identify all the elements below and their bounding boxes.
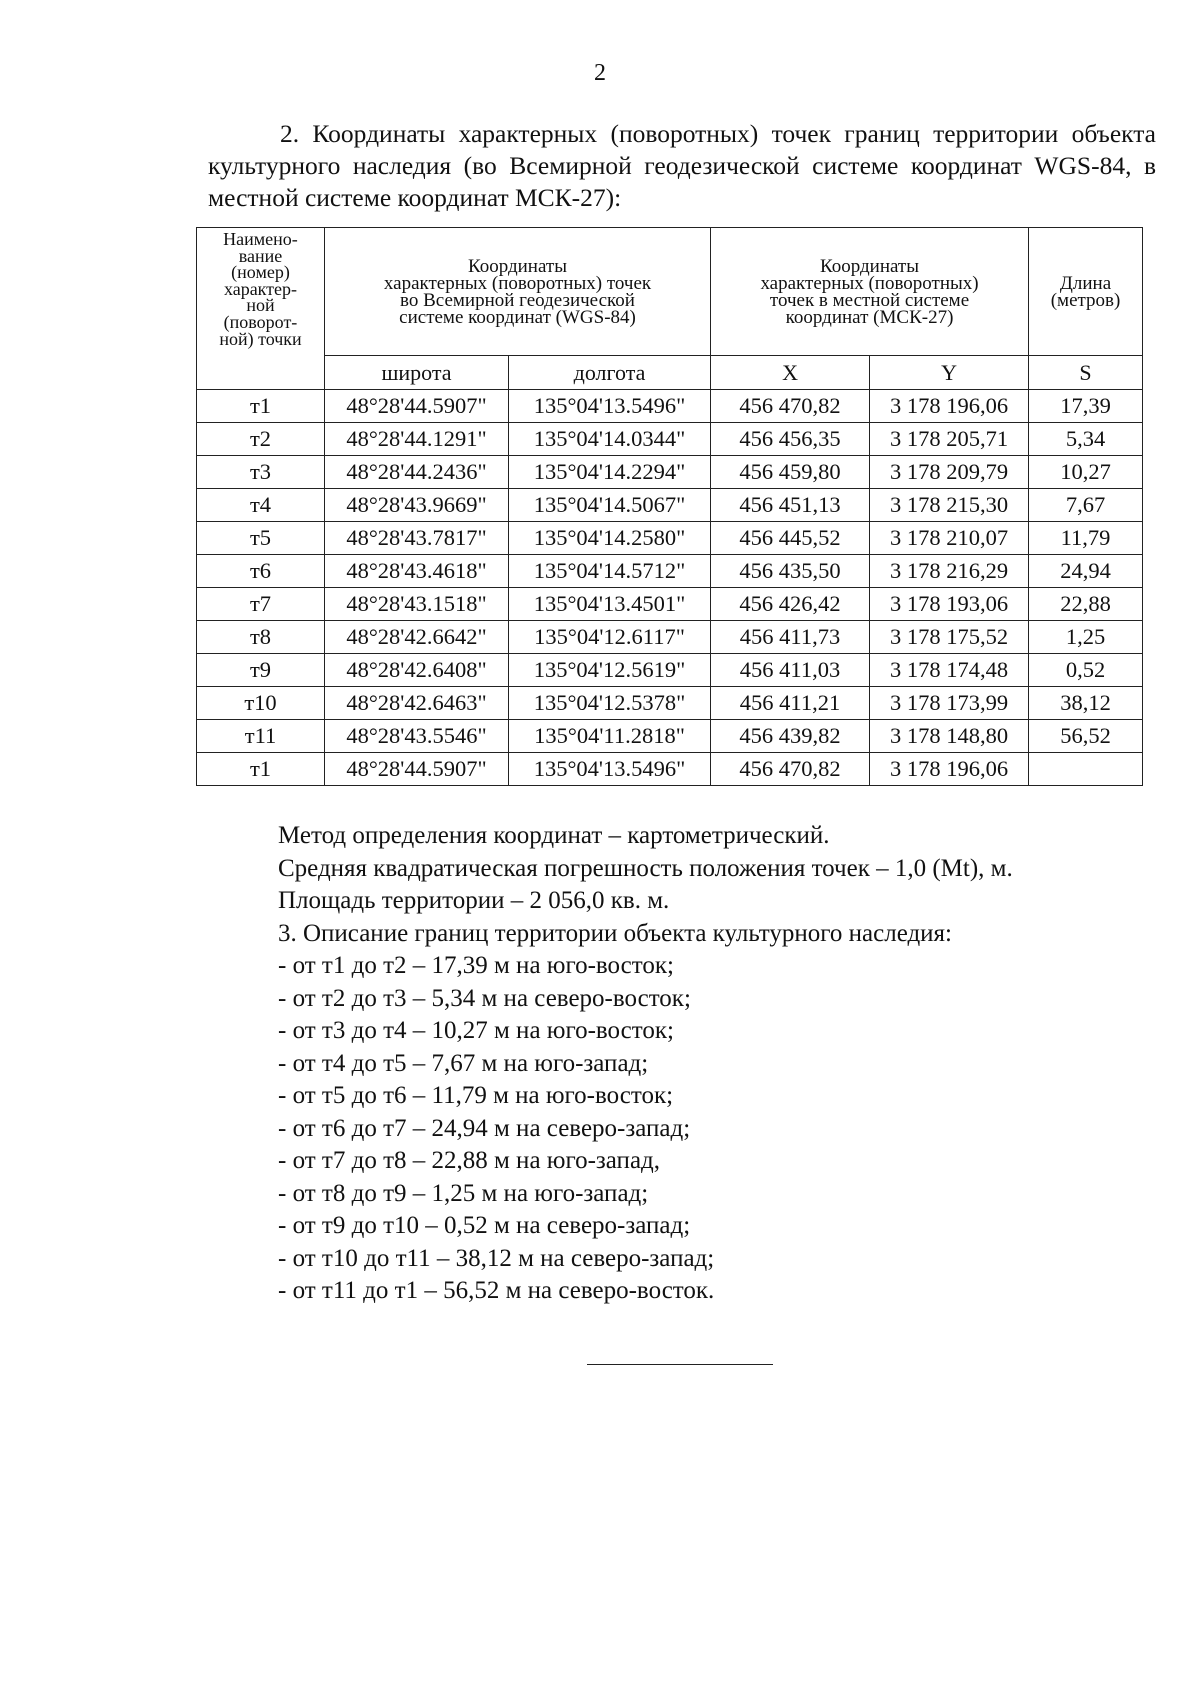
header-length: Длина (метров) (1029, 228, 1143, 356)
cell-point-name: т11 (197, 720, 325, 753)
cell-y: 3 178 215,30 (870, 489, 1029, 522)
cell-point-name: т7 (197, 588, 325, 621)
cell-x: 456 426,42 (711, 588, 870, 621)
cell-longitude: 135°04'12.5619" (509, 654, 711, 687)
table-row (197, 687, 1143, 720)
cell-longitude: 135°04'13.4501" (509, 588, 711, 621)
cell-x: 456 439,82 (711, 720, 870, 753)
coordinates-table (196, 227, 1143, 786)
table-row (197, 621, 1143, 654)
header-s: S (1029, 356, 1143, 390)
cell-x: 456 435,50 (711, 555, 870, 588)
cell-point-name: т6 (197, 555, 325, 588)
cell-point-name: т1 (197, 390, 325, 423)
cell-latitude: 48°28'43.7817" (325, 522, 509, 555)
cell-x: 456 411,73 (711, 621, 870, 654)
cell-length: 22,88 (1029, 588, 1143, 621)
cell-y: 3 178 148,80 (870, 720, 1029, 753)
cell-length: 10,27 (1029, 456, 1143, 489)
cell-y: 3 178 196,06 (870, 390, 1029, 423)
coordinates-table-body (197, 390, 1143, 786)
cell-length: 24,94 (1029, 555, 1143, 588)
cell-length: 11,79 (1029, 522, 1143, 555)
closing-rule (587, 1364, 773, 1365)
cell-x: 456 459,80 (711, 456, 870, 489)
cell-latitude: 48°28'43.4618" (325, 555, 509, 588)
cell-length: 56,52 (1029, 720, 1143, 753)
table-row (197, 522, 1143, 555)
cell-point-name: т3 (197, 456, 325, 489)
cell-length (1029, 753, 1143, 786)
cell-longitude: 135°04'14.2580" (509, 522, 711, 555)
cell-y: 3 178 205,71 (870, 423, 1029, 456)
header-x: X (711, 356, 870, 390)
cell-y: 3 178 173,99 (870, 687, 1029, 720)
cell-latitude: 48°28'43.5546" (325, 720, 509, 753)
cell-x: 456 411,03 (711, 654, 870, 687)
cell-latitude: 48°28'44.5907" (325, 753, 509, 786)
footer-line: - от т6 до т7 – 24,94 м на северо-запад; (278, 1114, 691, 1142)
cell-latitude: 48°28'44.5907" (325, 390, 509, 423)
cell-x: 456 445,52 (711, 522, 870, 555)
cell-latitude: 48°28'42.6408" (325, 654, 509, 687)
cell-x: 456 451,13 (711, 489, 870, 522)
page-number: 2 (594, 60, 606, 86)
cell-y: 3 178 209,79 (870, 456, 1029, 489)
footer-text (278, 820, 1158, 1308)
cell-length: 5,34 (1029, 423, 1143, 456)
cell-length: 38,12 (1029, 687, 1143, 720)
cell-longitude: 135°04'14.2294" (509, 456, 711, 489)
cell-longitude: 135°04'11.2818" (509, 720, 711, 753)
cell-point-name: т1 (197, 753, 325, 786)
cell-point-name: т2 (197, 423, 325, 456)
cell-longitude: 135°04'14.5712" (509, 555, 711, 588)
cell-x: 456 470,82 (711, 390, 870, 423)
cell-longitude: 135°04'12.5378" (509, 687, 711, 720)
table-row (197, 423, 1143, 456)
table-row (197, 456, 1143, 489)
cell-y: 3 178 210,07 (870, 522, 1029, 555)
footer-line: Площадь территории – 2 056,0 кв. м. (278, 887, 670, 914)
cell-latitude: 48°28'44.1291" (325, 423, 509, 456)
cell-point-name: т4 (197, 489, 325, 522)
header-y: Y (870, 356, 1029, 390)
cell-y: 3 178 175,52 (870, 621, 1029, 654)
footer-line: 3. Описание границ территории объекта культурного наследия: (278, 919, 952, 947)
cell-x: 456 411,21 (711, 687, 870, 720)
cell-y: 3 178 193,06 (870, 588, 1029, 621)
cell-point-name: т8 (197, 621, 325, 654)
cell-longitude: 135°04'12.6117" (509, 621, 711, 654)
cell-latitude: 48°28'42.6463" (325, 687, 509, 720)
footer-line: - от т4 до т5 – 7,67 м на юго-запад; (278, 1049, 649, 1077)
cell-length: 7,67 (1029, 489, 1143, 522)
table-row (197, 555, 1143, 588)
cell-longitude: 135°04'14.0344" (509, 423, 711, 456)
cell-longitude: 135°04'13.5496" (509, 390, 711, 423)
table-row (197, 588, 1143, 621)
cell-point-name: т10 (197, 687, 325, 720)
header-longitude: долгота (509, 356, 711, 390)
cell-latitude: 48°28'42.6642" (325, 621, 509, 654)
footer-line: - от т9 до т10 – 0,52 м на северо-запад; (278, 1212, 691, 1239)
cell-point-name: т5 (197, 522, 325, 555)
cell-length: 1,25 (1029, 621, 1143, 654)
cell-point-name: т9 (197, 654, 325, 687)
footer-line: - от т11 до т1 – 56,52 м на северо-восток. (278, 1277, 715, 1304)
cell-latitude: 48°28'43.9669" (325, 489, 509, 522)
table-row (197, 390, 1143, 423)
cell-y: 3 178 174,48 (870, 654, 1029, 687)
footer-line: Средняя квадратическая погрешность положения точек – 1,0 (Mt), м. (278, 854, 1013, 882)
cell-longitude: 135°04'14.5067" (509, 489, 711, 522)
table-row (197, 753, 1143, 786)
cell-length: 17,39 (1029, 390, 1143, 423)
header-msk27: Координаты характерных (поворотных) точек в местной системе координат (МСК-27) (711, 228, 1029, 356)
footer-line: - от т2 до т3 – 5,34 м на северо-восток; (278, 984, 691, 1012)
footer-line: - от т1 до т2 – 17,39 м на юго-восток; (278, 952, 674, 979)
section-heading: 2. Координаты характерных (поворотных) точек границ территории объекта культурного наследия (во Всемирной геодезической системе координат WGS-84, в местной системе координат МСК-27): (208, 119, 1156, 212)
cell-latitude: 48°28'43.1518" (325, 588, 509, 621)
header-wgs84: Координаты характерных (поворотных) точек во Всемирной геодезической системе координат (WGS-84) (325, 228, 711, 356)
footer-line: - от т8 до т9 – 1,25 м на юго-запад; (278, 1179, 649, 1207)
cell-y: 3 178 216,29 (870, 555, 1029, 588)
cell-x: 456 470,82 (711, 753, 870, 786)
header-latitude: широта (325, 356, 509, 390)
footer-line: - от т3 до т4 – 10,27 м на юго-восток; (278, 1017, 674, 1044)
cell-length: 0,52 (1029, 654, 1143, 687)
table-row (197, 720, 1143, 753)
table-row (197, 654, 1143, 687)
footer-line: - от т10 до т11 – 38,12 м на северо-запад; (278, 1244, 715, 1272)
footer-line: Метод определения координат – картометрический. (278, 822, 830, 849)
cell-x: 456 456,35 (711, 423, 870, 456)
cell-latitude: 48°28'44.2436" (325, 456, 509, 489)
footer-line: - от т5 до т6 – 11,79 м на юго-восток; (278, 1082, 674, 1109)
footer-line: - от т7 до т8 – 22,88 м на юго-запад, (278, 1147, 661, 1174)
header-point-name: Наимено- вание (номер) характер- ной (поворот- ной) точки (197, 228, 325, 390)
cell-longitude: 135°04'13.5496" (509, 753, 711, 786)
cell-y: 3 178 196,06 (870, 753, 1029, 786)
table-row (197, 489, 1143, 522)
